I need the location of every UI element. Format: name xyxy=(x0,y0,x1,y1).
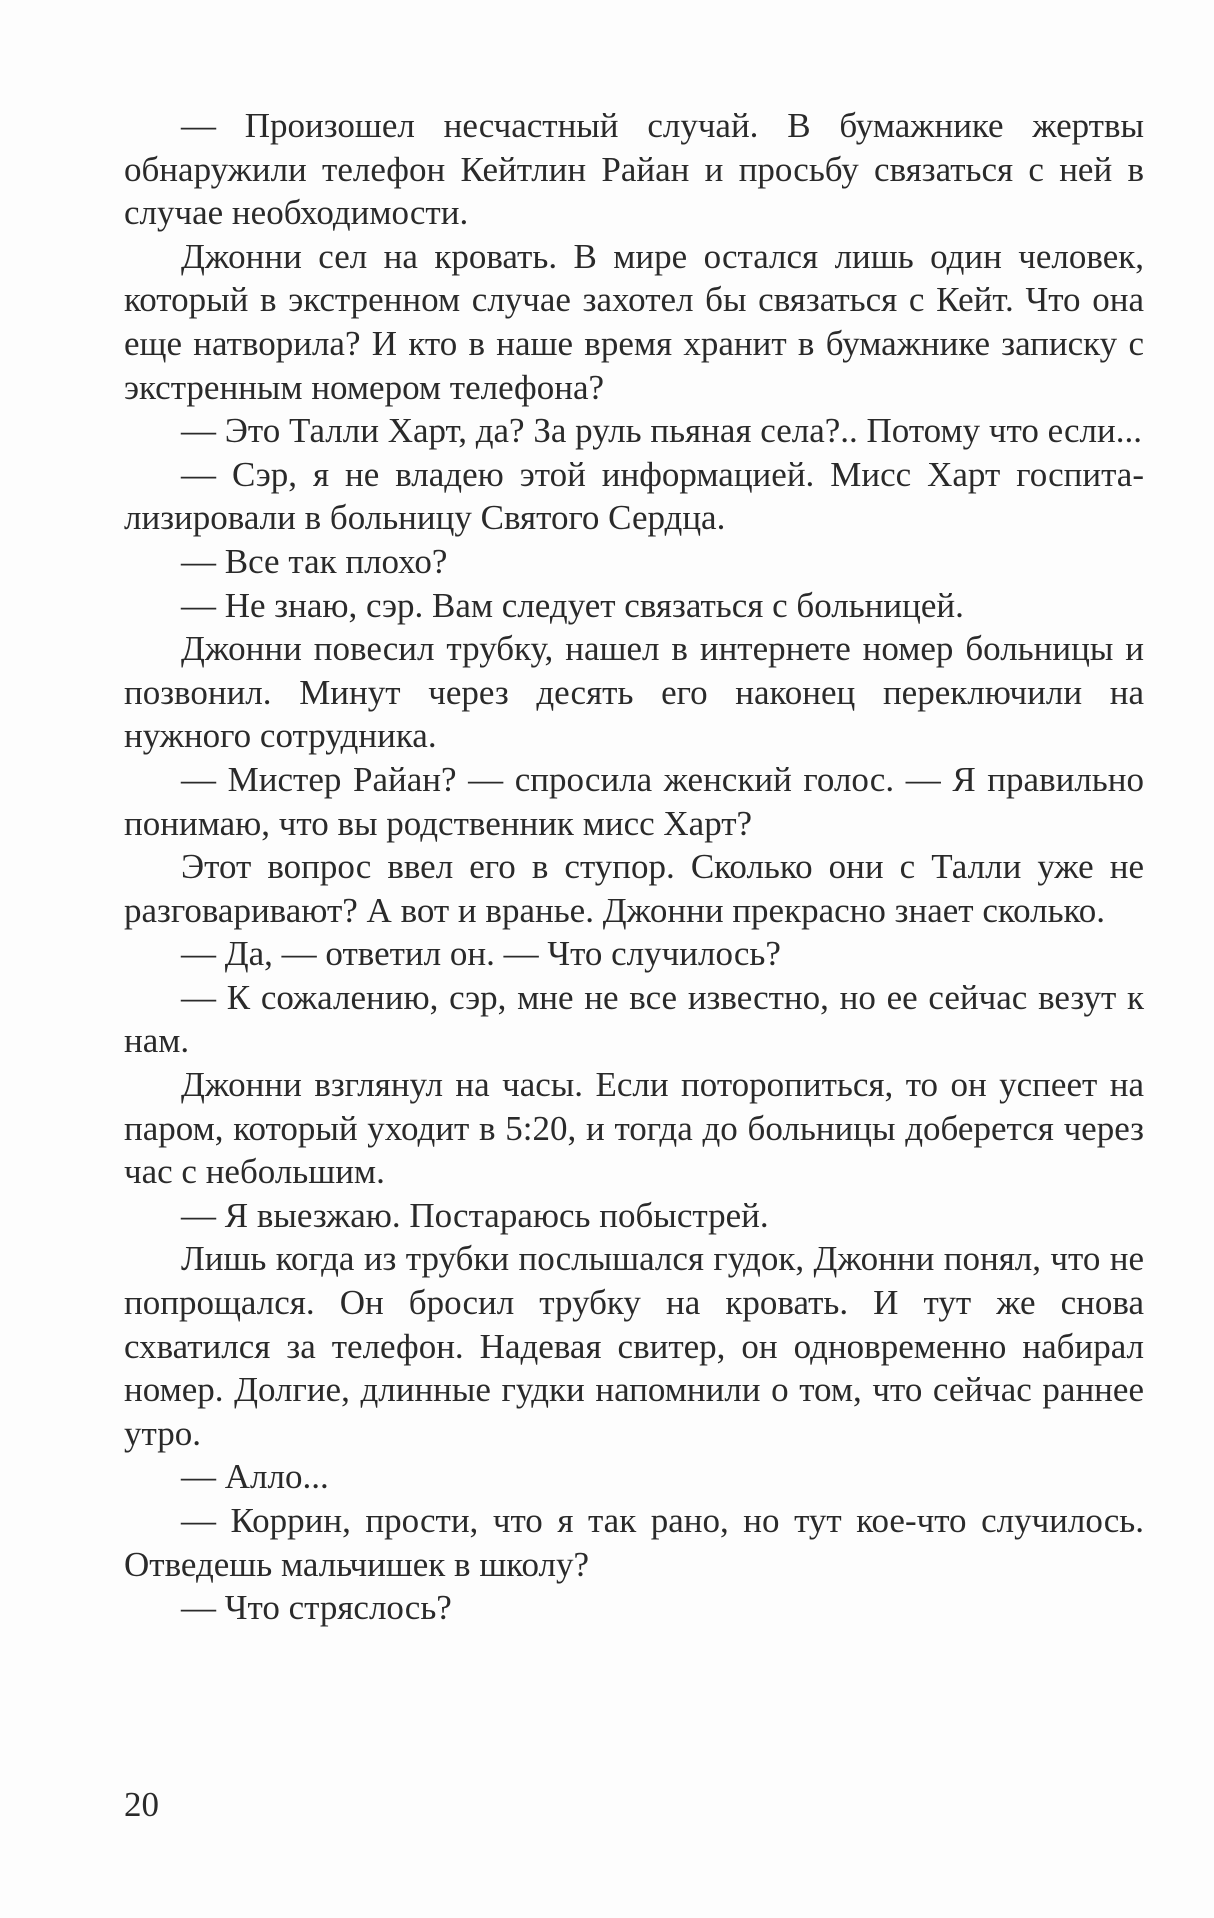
paragraph: — К сожалению, сэр, мне не все известно, но ее сейчас везут к нам. xyxy=(124,977,1144,1061)
paragraph: Джонни сел на кровать. В мире остался лишь один человек, который в экстренном случае захотел бы связаться с Кейт. Что она еще натворила? И кто в наше время хранит в бумажнике записку с экстренным номером телефона? xyxy=(124,236,1144,407)
paragraph: Лишь когда из трубки послышался гудок, Джонни понял, что не попрощался. Он бросил трубку на кровать. И тут же снова схватился за телефон. Надевая свитер, он одновременно набирал номер. Долгие, длинные гудки напомнили о том, что сейчас раннее утро. xyxy=(124,1239,1144,1453)
paragraph: Джонни повесил трубку, нашел в интернете номер больницы и позвонил. Минут через десять его наконец переключили на нужного сотрудника. xyxy=(124,629,1144,756)
paragraph: — Сэр, я не владею этой информацией. Мисс Харт госпитализировали в больницу Святого Сердца. xyxy=(124,454,1144,538)
paragraph: Этот вопрос ввел его в ступор. Сколько они с Талли уже не разговаривают? А вот и вранье. Джонни прекрасно знает сколько. xyxy=(124,847,1144,930)
paragraph: — Алло... xyxy=(181,1457,329,1497)
paragraph: — Я выезжаю. Постараюсь побыстрей. xyxy=(181,1195,769,1235)
paragraph: — Не знаю, сэр. Вам следует связаться с больницей. xyxy=(181,585,964,625)
page-body-text xyxy=(124,104,1144,1630)
paragraph: — Да, — ответил он. — Что случилось? xyxy=(181,934,781,974)
paragraph: — Что стряслось? xyxy=(181,1588,452,1628)
paragraph: — Произошел несчастный случай. В бумажнике жертвы обнаружили телефон Кейтлин Райан и просьбу связаться с ней в случае необходимости. xyxy=(124,106,1144,233)
paragraph: — Мистер Райан? — спросила женский голос. — Я правильно понимаю, что вы родственник мисс Харт? xyxy=(124,759,1144,843)
page-number: 20 xyxy=(124,1785,159,1824)
paragraph: — Это Талли Харт, да? За руль пьяная села?.. Потому что если... xyxy=(181,411,1142,451)
paragraph: — Все так плохо? xyxy=(181,541,448,581)
paragraph: Джонни взглянул на часы. Если поторопиться, то он успеет на паром, который уходит в 5:20, и тогда до больницы доберется через час с небольшим. xyxy=(124,1065,1144,1192)
paragraph: — Коррин, прости, что я так рано, но тут кое-что случилось. Отведешь мальчишек в школу? xyxy=(124,1501,1144,1584)
